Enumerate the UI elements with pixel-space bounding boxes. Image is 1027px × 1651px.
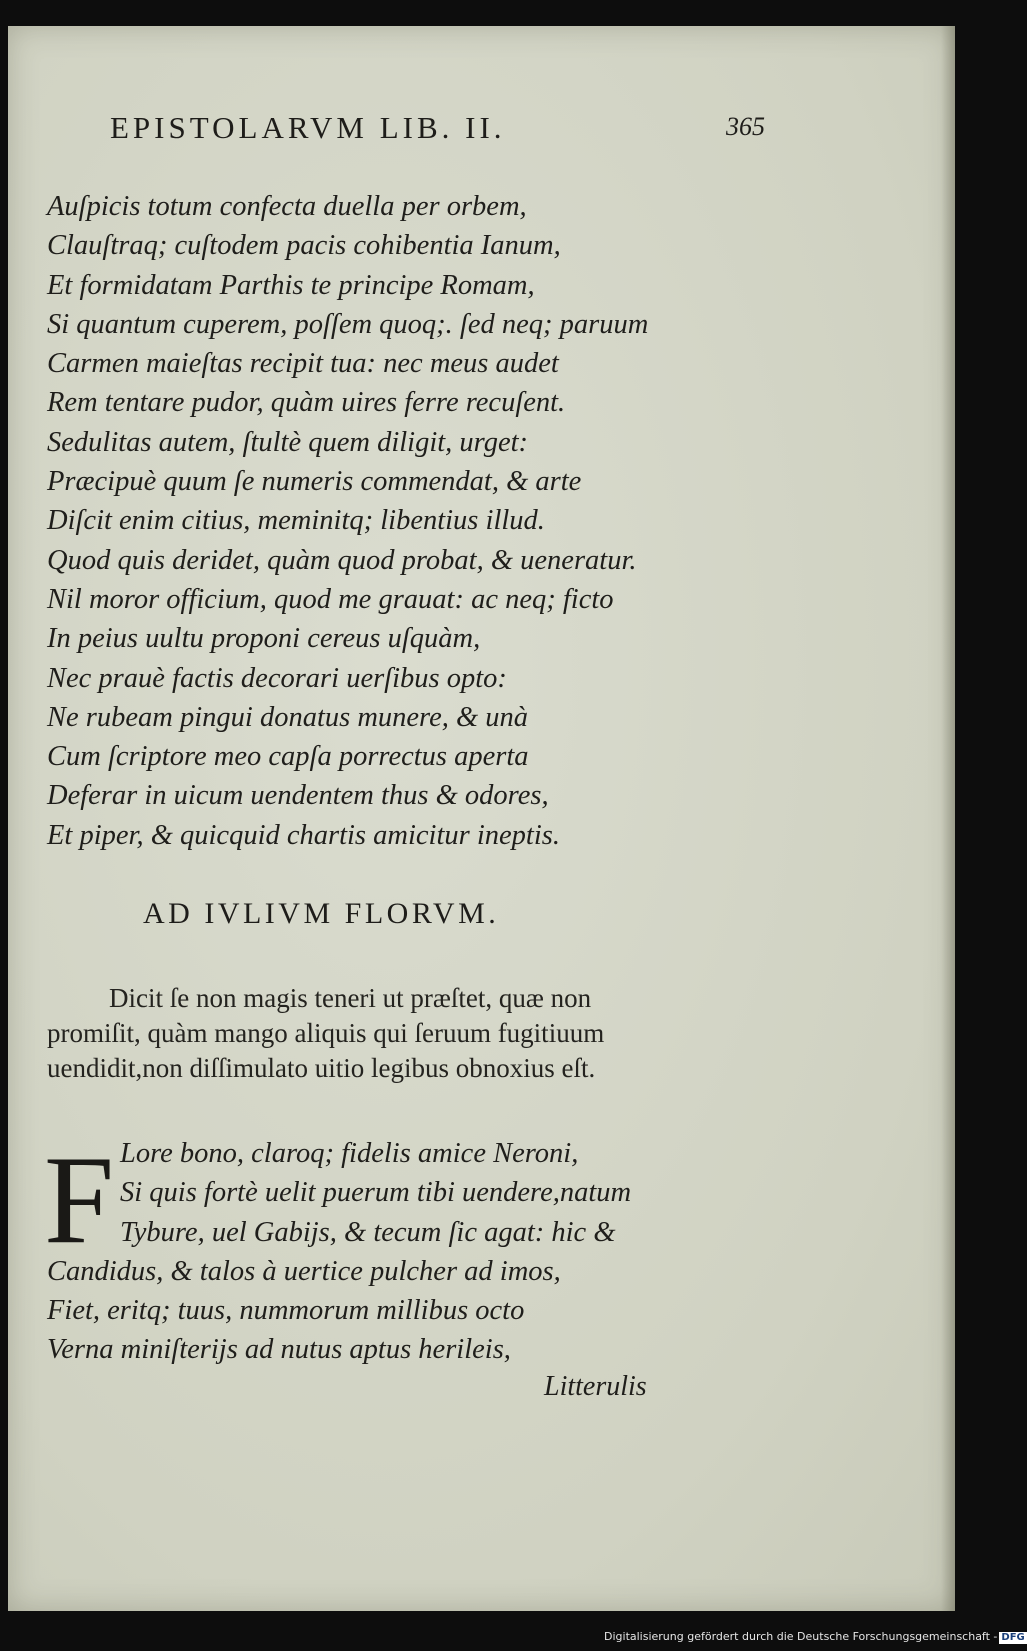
verse-line: Verna miniſterijs ad nutus aptus herileis, <box>47 1334 511 1366</box>
verse-line: Et formidatam Parthis te principe Romam, <box>47 269 535 301</box>
verse-line: Ne rubeam pingui donatus munere, & unà <box>47 701 529 733</box>
verse-line: Et piper, & quicquid chartis amicitur ineptis. <box>47 819 560 851</box>
section-title: AD IVLIVM FLORVM. <box>143 897 500 930</box>
verse-line: Quod quis deridet, quàm quod probat, & ueneratur. <box>47 544 637 576</box>
running-head: EPISTOLARVM LIB. II. <box>110 110 506 145</box>
credit-text: Digitalisierung gefördert durch die Deutsche Forschungsgemeinschaft - <box>604 1630 998 1643</box>
verse-line: Lore bono, claroq; fidelis amice Neroni, <box>120 1138 579 1169</box>
drop-cap-initial: F <box>44 1131 115 1270</box>
verse-line: Si quis fortè uelit puerum tibi uendere,natum <box>120 1177 632 1209</box>
argument-line: promiſit, quàm mango aliquis qui ſeruum fugitiuum <box>47 1018 605 1048</box>
page-number: 365 <box>726 112 765 141</box>
argument-line: Dicit ſe non magis teneri ut præſtet, quæ non <box>109 983 592 1013</box>
verse-line: Si quantum cuperem, poſſem quoq;. ſed neq; paruum <box>47 308 649 340</box>
page-edge-shadow <box>941 26 955 1611</box>
verse-line: Tybure, uel Gabijs, & tecum ſic agat: hic & <box>120 1216 616 1248</box>
verse-line: Præcipuè quum ſe numeris commendat, & arte <box>47 466 582 498</box>
verse-line: Cum ſcriptore meo capſa porrectus aperta <box>47 741 529 773</box>
verse-block-1 <box>47 187 727 855</box>
verse-line: Candidus, & talos à uertice pulcher ad imos, <box>47 1255 561 1287</box>
verse-line: Diſcit enim citius, meminitq; libentius illud. <box>47 505 545 537</box>
argument-line: uendidit,non diſſimulato uitio legibus obnoxius eſt. <box>47 1053 596 1083</box>
verse-line: Deferar in uicum uendentem thus & odores, <box>47 780 549 812</box>
book-page <box>8 26 955 1611</box>
dfg-logo: DFG <box>1001 1632 1025 1643</box>
verse-line: In peius uultu proponi cereus uſquàm, <box>47 623 481 655</box>
verse-line: Clauſtraq; cuſtodem pacis cohibentia Ianum, <box>47 230 561 262</box>
verse-block-2 <box>47 1134 727 1370</box>
verse-line: Nil moror officium, quod me grauat: ac neq; ficto <box>47 583 614 615</box>
verse-line: Carmen maieſtas recipit tua: nec meus audet <box>47 348 559 380</box>
verse-line: Sedulitas autem, ſtultè quem diligit, urget: <box>47 426 529 458</box>
verse-line: Auſpicis totum confecta duella per orbem, <box>47 191 527 222</box>
catchword: Litterulis <box>544 1371 647 1402</box>
digitization-credit <box>604 1630 1027 1644</box>
argument-paragraph <box>47 981 737 1086</box>
verse-line: Fiet, eritq; tuus, nummorum millibus octo <box>47 1295 525 1327</box>
verse-line: Rem tentare pudor, quàm uires ferre recuſent. <box>47 387 566 419</box>
verse-line: Nec prauè factis decorari uerſibus opto: <box>47 662 507 694</box>
